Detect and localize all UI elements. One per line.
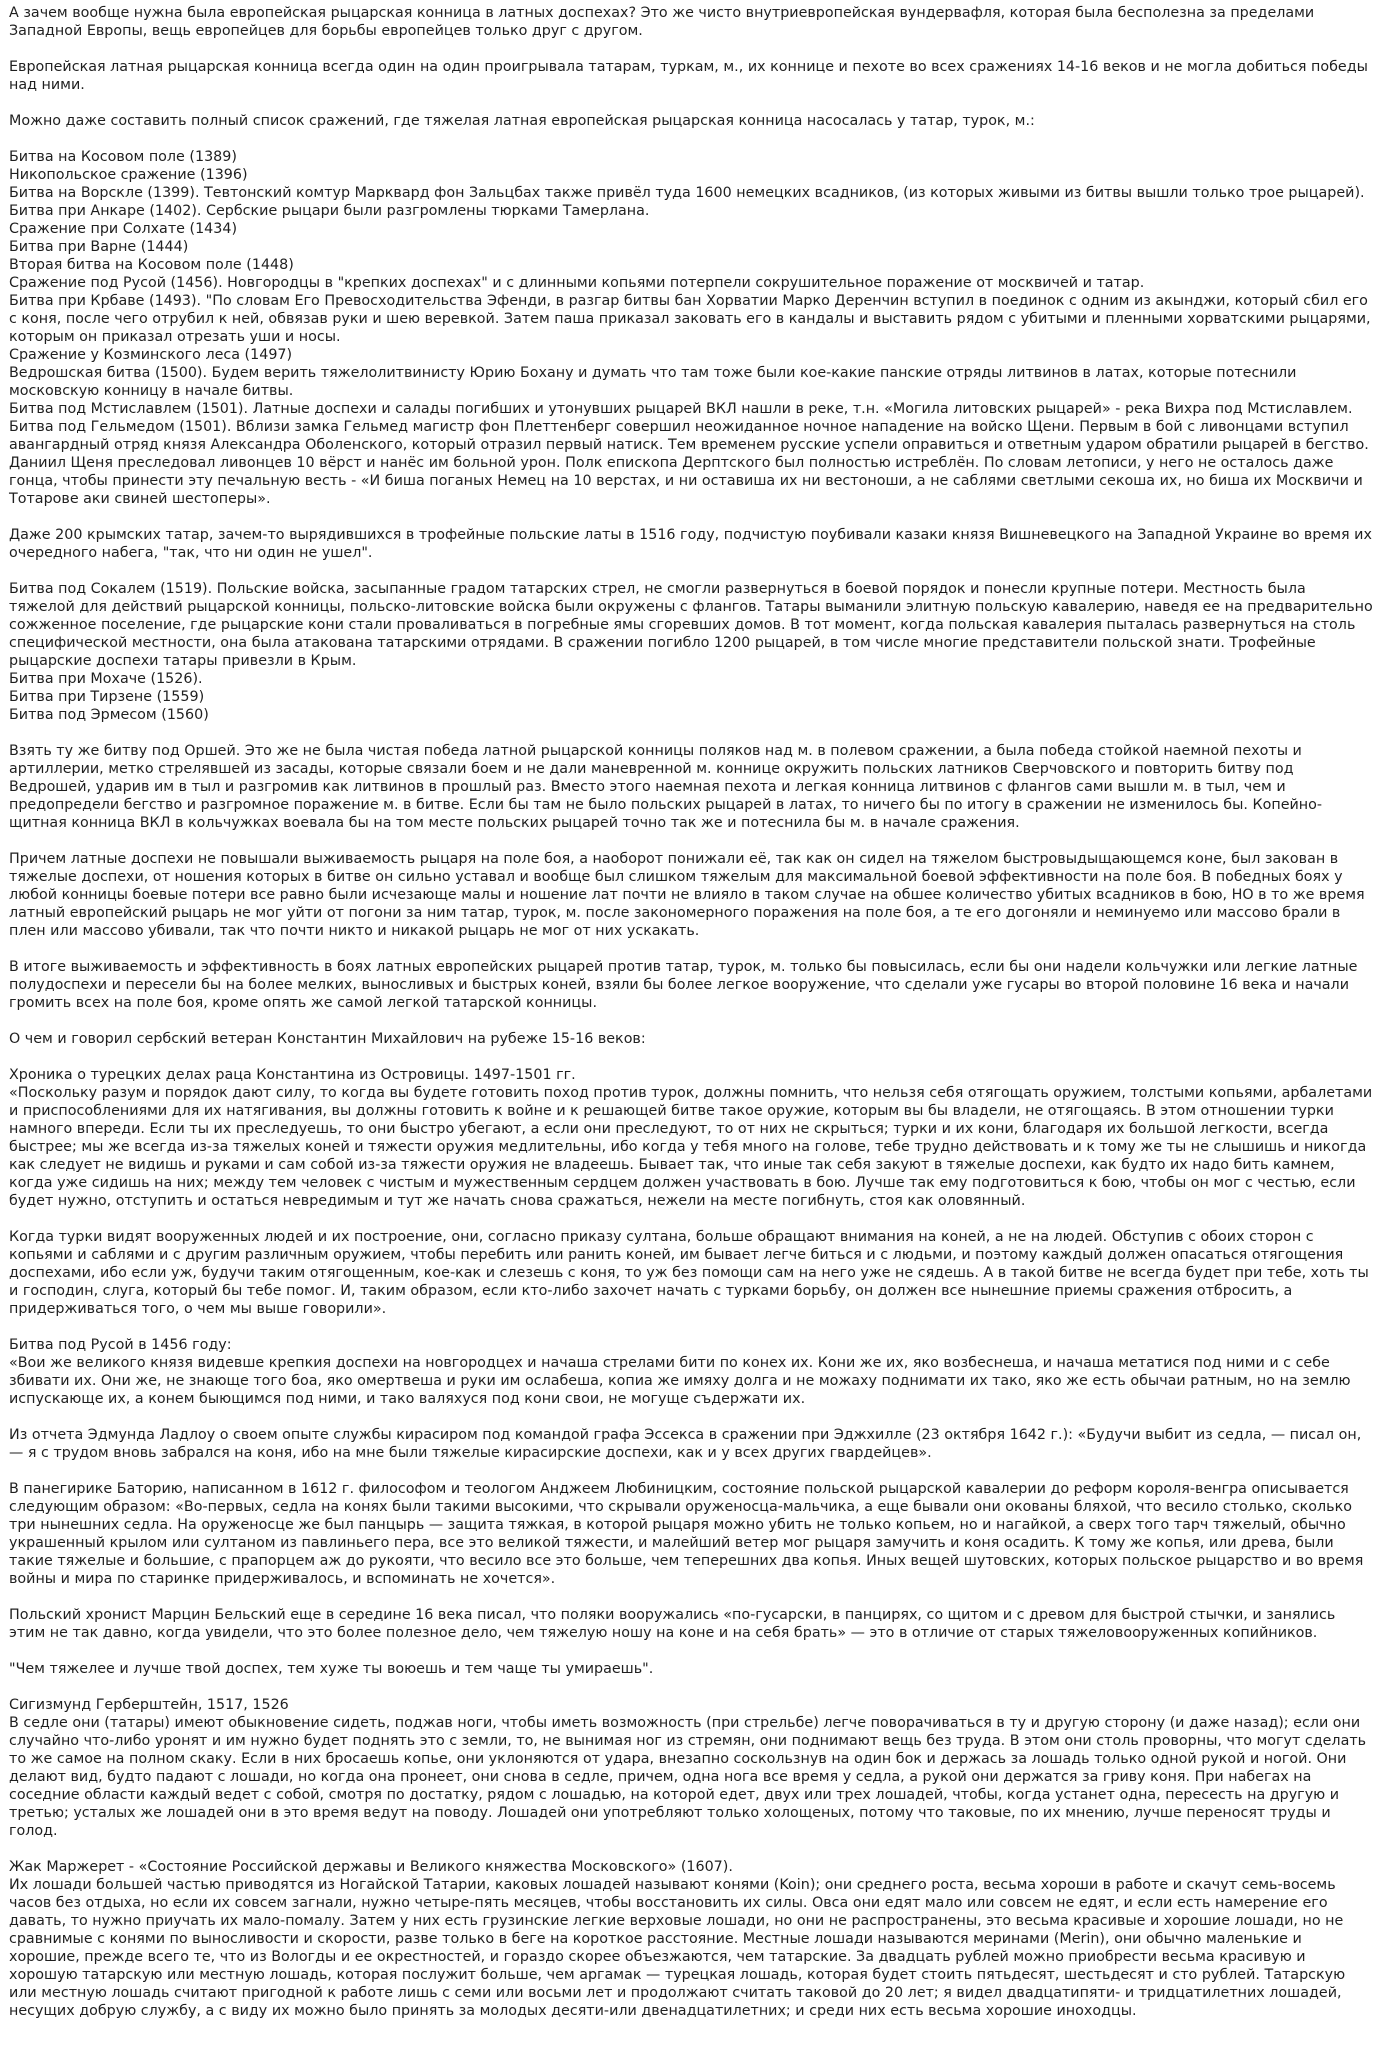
battle-item: Сражение у Козминского леса (1497) [9, 347, 293, 363]
paragraph-list-intro: Можно даже составить полный список сражений, где тяжелая латная европейская рыцарская конница насосалась у татар, турок, м.: [9, 113, 1035, 129]
paragraph-saying: "Чем тяжелее и лучше твой доспех, тем хуже ты воюешь и тем чаще ты умираешь". [9, 1661, 654, 1677]
battle-item: Битва под Мстиславлем (1501). Латные доспехи и салады погибших и утонувших рыцарей ВКЛ нашли в реке, т.н. «Могила литовских рыцарей» - река Вихра под Мстиславлем. [9, 401, 1353, 417]
battle-item: Битва под Гельмедом (1501). Вблизи замка Гельмед магистр фон Плеттенберг совершил неожиданное ночное нападение на войско Щени. Первым в бой с ливонцами вступил авангардный отряд князя Александра Оболенского, который отразил первый натиск. Тем временем русские успели оправиться и ответным ударом обратили рыцарей в бегство. Даниил Щеня преследовал ливонцев 10 вёрст и нанёс им больной урон. Полк епископа Дерптского был полностью истреблён. По словам летописи, у него не осталось даже гонца, чтобы принести эту печальную весть - «И биша поганых Немец на 10 верстах, и ни оставиша их ни вестоноши, а не саблями светлыми секоша их, но биша их Москвичи и Тотарове аки свиней шестоперы». [9, 419, 1369, 507]
battle-item: Битва при Анкаре (1402). Сербские рыцари были разгромлены тюрками Тамерлана. [9, 203, 650, 219]
herberstein-text: В седле они (татары) имеют обыкновение сидеть, поджав ноги, чтобы иметь возможность (при стрельбе) легче поворачиваться в ту и другую сторону (и даже назад); если они случайно что-либо уронят и им нужно будет поднять это с земли, то, не вынимая ног из стремян, они поднимают вещь без труда. В этом они столь проворны, что могут сделать то же самое на полном скаку. Если в них бросаешь копье, они уклоняются от удара, внезапно соскользнув на один бок и держась за лошадь только одной рукой и ногой. Они делают вид, будто падают с лошади, но когда она пронеет, они снова в седле, причем, одна нога все время у седла, а рукой они держатся за гриву коня. При набегах на соседние области каждый ведет с собой, смотря по достатку, рядом с лошадью, на которой едет, двух или трех лошадей, чтобы, когда устанет одна, пересесть на другую и третью; усталых же лошадей они в это время ведут на поводу. Лошадей они употребляют только холощеных, потому что таковые, по их мнению, лучше переносят труды и голод. [9, 1715, 1367, 1839]
paragraph-orsha: Взять ту же битву под Оршей. Это же не была чистая победа латной рыцарской конницы поляков над м. в полевом сражении, а была победа стойкой наемной пехоты и артиллерии, метко стрелявшей из засады, которые связали боем и не дали маневренной м. коннице окружить польских латников Сверчовского и повторить битву под Ведрошей, ударив им в тыл и разгромив как литвинов в прошлый раз. Вместо этого наемная пехота и легкая конница литвинов с флангов сами вышли м. в тыл, чем и предопредели бегство и разгромное поражение м. в битве. Если бы там не было польских рыцарей в латах, то ничего бы по итогу в сражении не изменилось бы. Копейно-щитная конница ВКЛ в кольчужках воевала бы на том месте польских рыцарей точно так же и потеснила бы м. в начале сражения. [9, 743, 1323, 831]
battle-item: Сражение под Русой (1456). Новгородцы в "крепких доспехах" и с длинными копьями потерпели сокрушительное поражение от москвичей и татар. [9, 275, 1145, 291]
rusa-quote: «Вои же великого князя видевше крепкия доспехи на новгородцех и начаша стрелами бити по конех их. Кони же их, яко возбеснеша, и начаша метатися под ними и с себе збивати их. Они же, не знающе того боа, яко омертвеша и руки им ослабеша, копиа же имяху долга и не можаху поднимати их тако, яко же есть обычаи ратным, но на землю испускающе их, а конем быющимся под ними, и тако валяхуся под кони свои, не могуще съдержати их. [9, 1355, 1351, 1407]
margeret-title: Жак Маржерет - «Состояние Российской державы и Великого княжества Московского» (1607). [9, 1859, 733, 1875]
battle-item: Битва под Эрмесом (1560) [9, 707, 209, 723]
paragraph-serbian-veteran: О чем и говорил сербский ветеран Константин Михайлович на рубеже 15-16 веков: [9, 1031, 646, 1047]
chronicle-quote-1: «Поскольку разум и порядок дают силу, то когда вы будете готовить поход против турок, должны помнить, что нельзя себя отягощать оружием, толстыми копьями, арбалетами и приспособлениями для их натягивания, вы должны готовить к войне и к решающей битве такое оружие, которым вы бы владели, не отягощаясь. В этом отношении турки намного впереди. Если ты их преследуешь, то они быстро убегают, а если они преследуют, то от них не скрыться; турки и их кони, благодаря их большой легкости, всегда быстрее; мы же всегда из-за тяжелых коней и тяжести оружия медлительны, ибо когда у тебя много на голове, тебе трудно действовать и к тому же ты не слышишь и никогда как следует не видишь и руками и сам собой из-за тяжести оружия не владеешь. Бывает так, что иные так себя закуют в тяжелые доспехи, как будто их надо бить камнем, когда уже сидишь на них; между тем человек с чистым и мужественным сердцем должен участвовать в бою. Лучше так ему подготовиться к бою, чтобы он мог с честью, если будет нужно, отступить и остаться невредимым и тут же начать снова сражаться, нежели на месте погибнуть, стоя как оловянный. [9, 1085, 1373, 1209]
battle-list-2 [9, 580, 1374, 724]
rusa-title: Битва под Русой в 1456 году: [9, 1337, 232, 1353]
battle-item: Битва при Мохаче (1526). [9, 671, 203, 687]
chronicle-quote-2: Когда турки видят вооруженных людей и их построение, они, согласно приказу султана, больше обращают внимания на коней, а не на людей. Обступив с обоих сторон с копьями и саблями и с другим различным оружием, чтобы перебить или ранить коней, им бывает легче биться и с людьми, и поэтому каждый должен опасаться отягощения доспехами, ибо если уж, будучи таким отягощенным, кое-как и слезешь с коня, то уж без помощи сам на него уже не сядешь. А в такой битве не всегда будет при тебе, хоть ты и господин, слуга, который бы тебе помог. И, таким образом, если кто-либо захочет начать с турками борьбу, он должен все нынешние приемы сражения отбросить, а придерживаться того, о чем мы выше говорили». [9, 1229, 1369, 1317]
paragraph-intro: А зачем вообще нужна была европейская рыцарская конница в латных доспехах? Это же чисто внутриевропейская вундервафля, которая была бесполезна за пределами Западной Европы, вещь европейцев для борьбы европейцев только друг с другом. [9, 5, 1315, 39]
margeret-text: Их лошади большей частью приводятся из Ногайской Татарии, каковых лошадей называют конями (Koin); они среднего роста, весьма хороши в работе и скачут семь-восемь часов без отдыха, но если их совсем загнали, нужно четыре-пять месяцев, чтобы восстановить их силы. Овса они едят мало или совсем не едят, и если есть намерение его давать, то нужно приучать их мало-помалу. Затем у них есть грузинские легкие верховые лошади, но они не распространены, это весьма красивые и хорошие лошади, но не сравнимые с конями по выносливости и скорости, разве только в беге на короткое расстояние. Местные лошади называются меринами (Merin), они обычно маленькие и хорошие, прежде всего те, что из Вологды и ее окрестностей, и гораздо скорее объезжаются, чем татарские. За двадцать рублей можно приобрести весьма красивую и хорошую татарскую или местную лошадь, которая послужит больше, чем аргамак — турецкая лошадь, которая будет стоить пятьдесят, шестьдесят и сто рублей. Татарскую или местную лошадь считают пригодной к работе лишь с семи или восьми лет и продолжают считать таковой до 20 лет; я видел двадцатипяти- и тридцатилетних лошадей, несущих добрую службу, а с виду их можно было принять за молодых десяти-или двенадцатилетних; и среди них есть весьма хорошие иноходцы. [9, 1877, 1346, 2019]
battle-item: Вторая битва на Косовом поле (1448) [9, 257, 294, 273]
battle-item: Никопольское сражение (1396) [9, 167, 248, 183]
herberstein-title: Сигизмунд Герберштейн, 1517, 1526 [9, 1697, 289, 1713]
paragraph-crimean-tatars: Даже 200 крымских татар, зачем-то вырядившихся в трофейные польские латы в 1516 году, подчистую поубивали казаки князя Вишневецкого на Западной Украине во время их очередного набега, "так, что ни один не ушел". [9, 527, 1372, 561]
battle-item: Битва при Тирзене (1559) [9, 689, 205, 705]
battle-item: Битва на Косовом поле (1389) [9, 149, 237, 165]
battle-item: Битва под Сокалем (1519). Польские войска, засыпанные градом татарских стрел, не смогли развернуться в боевой порядок и понесли крупные потери. Местность была тяжелой для действий рыцарской конницы, польско-литовские войска были окружены с флангов. Татары выманили элитную польскую кавалерию, наведя ее на предварительно сожженное поселение, где рыцарские кони стали проваливаться в погребные ямы сгоревших домов. В тот момент, когда польская кавалерия пыталась развернуться на столь специфической местности, она была атакована татарскими отрядами. В сражении погибло 1200 рыцарей, в том числе многие представители польской знати. Трофейные рыцарские доспехи татары привезли в Крым. [9, 581, 1373, 669]
battle-item: Битва на Ворскле (1399). Тевтонский комтур Марквард фон Зальцбах также привёл туда 1600 немецких всадников, (из которых живыми из битвы вышли только трое рыцарей). [9, 185, 1365, 201]
paragraph-armor-survival: Причем латные доспехи не повышали выживаемость рыцаря на поле боя, а наоборот понижали её, так как он сидел на тяжелом быстровыдыщающемся коне, был закован в тяжелые доспехи, от ношения которых в битве он сильно уставал и вообще был слишком тяжелым для максимальной боевой эффективности на поле боя. В победных боях у любой конницы боевые потери все равно были исчезающе малы и ношение лат почти не влияло в таком случае на обшее количество убитых всадников в бою, НО в то же время латный европейский рыцарь не мог уйти от погони за ним татар, турок, м. после закономерного поражения на поле боя, а те его догоняли и неминуемо или массово брали в плен или массово убивали, так что почти никто и никакой рыцарь не мог от них ускакать. [9, 851, 1365, 939]
battle-item: Ведрошская битва (1500). Будем верить тяжелолитвинисту Юрию Бохану и думать что там тоже были кое-какие панские отряды литвинов в латах, которые потеснили московскую конницу в начале битвы. [9, 365, 1297, 399]
battle-item: Битва при Крбаве (1493). "По словам Его Превосходительства Эфенди, в разгар битвы бан Хорватии Марко Деренчин вступил в поединок с одним из акынджи, который сбил его с коня, после чего отрубил к ней, обвязав руки и шею веревкой. Затем паша приказал заковать его в кандалы и выставить рядом с убитыми и пленными хорватскими рыцарями, которым он приказал отрезать уши и носы. [9, 293, 1371, 345]
paragraph-defeats: Европейская латная рыцарская конница всегда один на один проигрывала татарам, туркам, м., их коннице и пехоте во всех сражениях 14-16 веков и не могла добиться победы над ними. [9, 59, 1368, 93]
paragraph-batory: В панегирике Баторию, написанном в 1612 г. философом и теологом Анджеем Любиницким, состояние польской рыцарской кавалерии до реформ короля-венгра описывается следующим образом: «Во-первых, седла на конях были такими высокими, что скрывали оруженосца-мальчика, а еще бывали они окованы бляхой, что весило столько, сколько три нынешних седла. На оруженосце же был панцырь — защита тяжкая, в которой рыцаря можно убить не только копьем, но и нагайкой, а сверх того тарч тяжелый, обычно украшенный крылом или султаном из павлиньего пера, все это великой тяжести, и малейший ветер мог рыцаря замучить и коня осадить. К тому же копья, или древа, были такие тяжелые и большие, с прапорцем аж до рукояти, что весило все это больше, чем теперешних два копья. Иных вещей шутовских, которых польское рыцарство и во время войны и мира по старинке придерживалось, и вспоминать не хочется». [9, 1481, 1364, 1587]
paragraph-belski: Польский хронист Марцин Бельский еще в середине 16 века писал, что поляки вооружались «по-гусарски, в панцирях, со щитом и с древом для быстрой стычки, и занялись этим не так давно, когда увидели, что это более полезное дело, чем тяжелую ношу на коне и на себя брать» — это в отличие от старых тяжеловооруженных копийников. [9, 1607, 1336, 1641]
chronicle-title: Хроника о турецких делах раца Константина из Островицы. 1497-1501 гг. [9, 1067, 576, 1083]
paragraph-conclusion: В итоге выживаемость и эффективность в боях латных европейских рыцарей против татар, турок, м. только бы повысилась, если бы они надели кольчужки или легкие латные полудоспехи и пересели бы на более мелких, выносливых и быстрых коней, взяли бы более легкое вооружение, что сделали уже гусары во второй половине 16 века и начали громить всех на поле боя, кроме опять же самой легкой татарской конницы. [9, 959, 1358, 1011]
paragraph-ludlow: Из отчета Эдмунда Ладлоу о своем опыте службы кирасиром под командой графа Эссекса в сражении при Эджхилле (23 октября 1642 г.): «Будучи выбит из седла, — писал он, — я с трудом вновь забрался на коня, ибо на мне были тяжелые кирасирские доспехи, как и у всех других гвардейцев». [9, 1427, 1362, 1461]
battle-item: Битва при Варне (1444) [9, 239, 189, 255]
battle-item: Сражение при Солхате (1434) [9, 221, 238, 237]
battle-list-1 [9, 148, 1374, 508]
